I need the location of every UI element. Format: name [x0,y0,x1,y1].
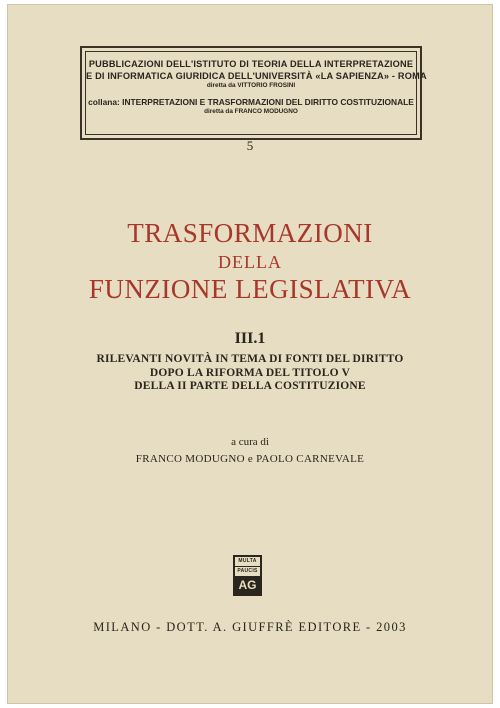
series-box-inner [85,51,427,135]
logo-motto-2: PAUCIS [235,567,260,576]
series-director: diretta da VITTORIO FROSINI [206,82,296,89]
collana-director: diretta da FRANCO MODUGNO [204,108,298,115]
subtitle [0,353,500,394]
publisher-line: MILANO - DOTT. A. GIUFFRÈ EDITORE - 2003 [93,620,407,634]
subtitle-line-2: DOPO LA RIFORMA DEL TITOLO V [149,366,351,379]
subtitle-line-1: RILEVANTI NOVITÀ IN TEMA DI FONTI DEL DIRITTO [96,353,404,365]
logo-monogram: AG [235,577,260,594]
title-line-2: DELLA [218,252,282,272]
volume-number: 5 [246,138,254,153]
logo-motto-1: MULTA [235,557,260,566]
collana-line: collana: INTERPRETAZIONI E TRASFORMAZIONI DEL DIRITTO COSTITUZIONALE [88,97,414,107]
series-line-1: PUBBLICAZIONI DELL'ISTITUTO DI TEORIA DELLA INTERPRETAZIONE [88,59,414,69]
series-box [80,46,427,140]
series-line-2: E DI INFORMATICA GIURIDICA DELL'UNIVERSITÀ «LA SAPIENZA» - ROMA [86,71,427,81]
curators: FRANCO MODUGNO e PAOLO CARNEVALE [135,453,365,465]
curators-label: a cura di [231,436,269,448]
publisher-logo [233,555,262,596]
title-line-3: FUNZIONE LEGISLATIVA [88,274,412,304]
title-line-1: TRASFORMAZIONI [127,218,373,248]
part-number: III.1 [234,330,266,347]
subtitle-line-3: DELLA II PARTE DELLA COSTITUZIONE [134,380,366,392]
